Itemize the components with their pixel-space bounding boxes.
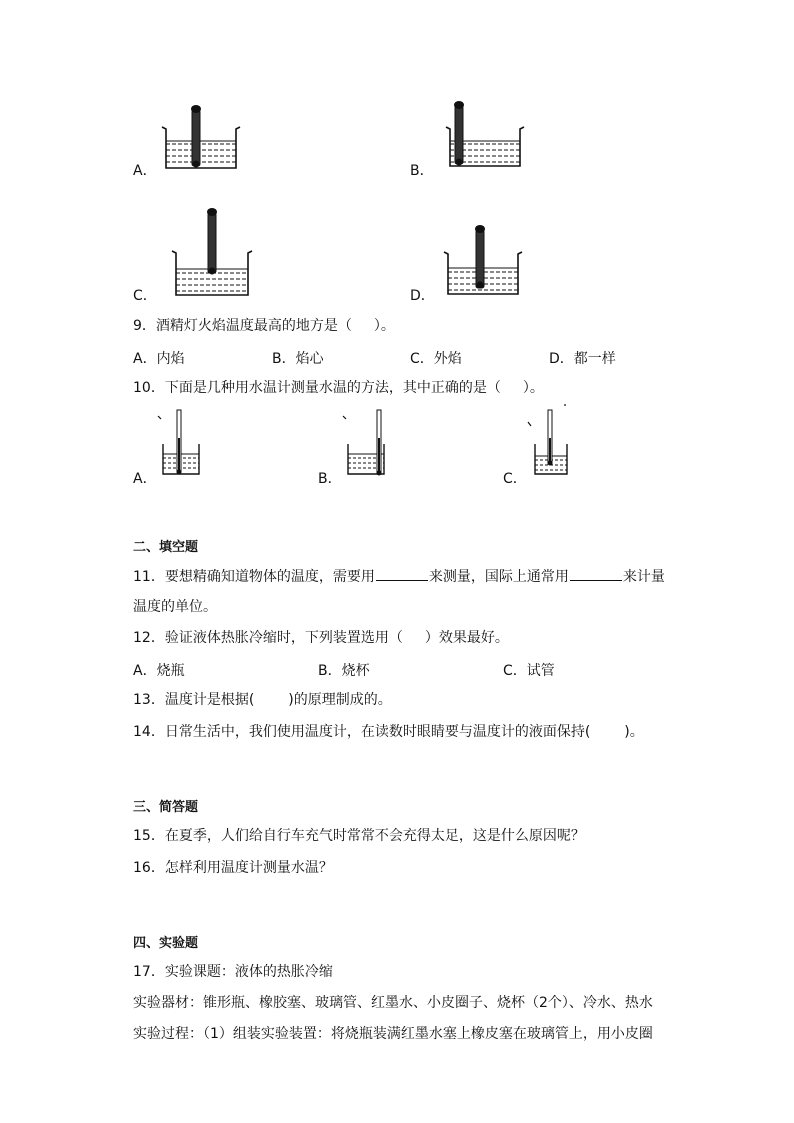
q11-line1 bbox=[133, 566, 665, 587]
q10-option-a-label[interactable]: A． bbox=[133, 471, 157, 487]
q10-stem-end: ）。 bbox=[522, 380, 544, 396]
q8-option-d-label[interactable]: D． bbox=[410, 288, 435, 304]
section-title-short-answer: 三、简答题 bbox=[133, 800, 199, 815]
q10-stem-text: 10．下面是几种用水温计测量水温的方法，其中正确的是（ bbox=[133, 380, 501, 396]
q9-option-a[interactable]: A．内焰 bbox=[133, 351, 185, 367]
q11-blank-1[interactable] bbox=[376, 566, 428, 581]
q11-blank-2[interactable] bbox=[570, 566, 622, 581]
q10-option-b-label[interactable]: B． bbox=[318, 471, 342, 487]
q9-option-d[interactable]: D．都一样 bbox=[549, 351, 616, 367]
q10-option-a-figure[interactable] bbox=[155, 408, 215, 478]
q12-stem bbox=[133, 628, 509, 648]
q8-option-b-label[interactable]: B． bbox=[410, 163, 434, 179]
q8-option-a-label[interactable]: A． bbox=[133, 163, 157, 179]
section-title-experiment: 四、实验题 bbox=[133, 936, 199, 951]
q14-part2: )。 bbox=[624, 724, 644, 740]
q15-text: 15．在夏季，人们给自行车充气时常常不会充得太足，这是什么原因呢？ bbox=[133, 828, 585, 844]
q13-part2: )的原理制成的。 bbox=[288, 692, 392, 708]
q12-option-a[interactable]: A．烧瓶 bbox=[133, 663, 185, 679]
q8-option-c-figure[interactable] bbox=[168, 205, 258, 300]
section-title-fill-in: 二、填空题 bbox=[133, 540, 199, 555]
q14-stem bbox=[133, 722, 644, 742]
q8-option-a-figure[interactable] bbox=[158, 100, 248, 172]
q14-part1: 14．日常生活中，我们使用温度计，在读数时眼睛要与温度计的液面保持( bbox=[133, 724, 591, 740]
q10-option-c-label[interactable]: C． bbox=[503, 471, 527, 487]
q9-option-b[interactable]: B．焰心 bbox=[272, 351, 324, 367]
q12-option-b[interactable]: B．烧杯 bbox=[318, 663, 370, 679]
q10-stem bbox=[133, 378, 544, 398]
q9-option-c[interactable]: C．外焰 bbox=[410, 351, 462, 367]
q13-stem bbox=[133, 690, 392, 710]
q11-line2: 温度的单位。 bbox=[133, 599, 217, 615]
q11-part3: 来计量 bbox=[622, 569, 665, 585]
q12-stem-text: 12．验证液体热胀冷缩时，下列装置选用（ bbox=[133, 630, 403, 646]
q12-stem-end: ）效果最好。 bbox=[424, 630, 509, 646]
q9-stem bbox=[133, 316, 395, 336]
q8-option-c-label[interactable]: C． bbox=[133, 288, 157, 304]
q10-option-b-figure[interactable] bbox=[340, 408, 400, 478]
q13-part1: 13．温度计是根据( bbox=[133, 692, 255, 708]
q12-option-c[interactable]: C．试管 bbox=[503, 663, 555, 679]
q11-part1: 11．要想精确知道物体的温度，需要用 bbox=[133, 569, 375, 585]
q16-text: 16．怎样利用温度计测量水温？ bbox=[133, 860, 333, 876]
q17-line2: 实验器材：锥形瓶、橡胶塞、玻璃管、红墨水、小皮圈子、烧杯（2个）、冷水、热水 bbox=[133, 995, 653, 1011]
q8-option-b-figure[interactable] bbox=[440, 98, 530, 170]
q9-stem-text: 9．酒精灯火焰温度最高的地方是（ bbox=[133, 318, 352, 334]
q11-part2: 来测量，国际上通常用 bbox=[428, 569, 569, 585]
q9-stem-end: ）。 bbox=[373, 318, 395, 334]
q17-line1: 17．实验课题：液体的热胀冷缩 bbox=[133, 964, 333, 980]
q17-line3: 实验过程：（1）组装实验装置：将烧瓶装满红墨水塞上橡皮塞在玻璃管上，用小皮圈 bbox=[133, 1026, 653, 1042]
q10-option-c-figure[interactable] bbox=[525, 402, 585, 478]
q8-option-d-figure[interactable] bbox=[440, 222, 530, 300]
